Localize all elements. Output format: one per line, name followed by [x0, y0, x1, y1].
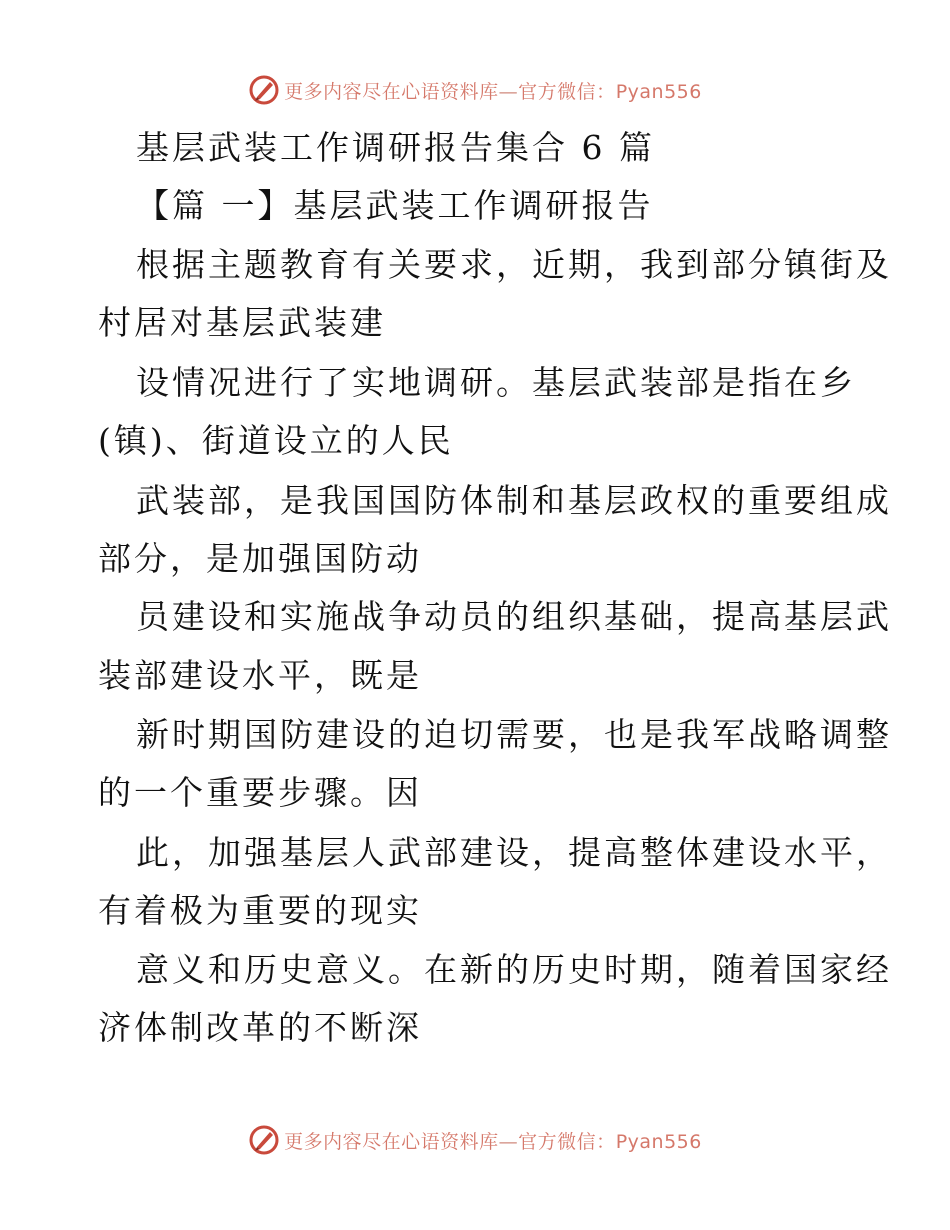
paragraph-line: 装部建设水平，既是: [98, 656, 422, 695]
paragraph-line: 部分，是加强国防动: [98, 539, 422, 578]
header-banner-text: [284, 77, 702, 104]
footer-site-name: 更多内容尽在心语资料库: [284, 1130, 499, 1153]
paragraph-line: 员建设和实施战争动员的组织基础，提高基层武: [136, 597, 892, 636]
footer-wechat-label: 官方微信：: [518, 1130, 616, 1153]
footer-banner-text: [284, 1127, 702, 1154]
header-dash: —: [498, 80, 519, 103]
paragraph-line: 新时期国防建设的迫切需要，也是我军战略调整: [136, 715, 892, 754]
paragraph-line: 济体制改革的不断深: [98, 1008, 422, 1047]
quill-logo-icon: [248, 1124, 280, 1156]
paragraph-line: 有着极为重要的现实: [98, 891, 422, 930]
paragraph-line: 设情况进行了实地调研。基层武装部是指在乡: [136, 363, 856, 402]
footer-dash: —: [498, 1130, 519, 1153]
paragraph-line: 此，加强基层人武部建设，提高整体建设水平，: [136, 833, 892, 872]
header-wechat-id: Pyan556: [615, 80, 702, 103]
footer-wechat-id: Pyan556: [615, 1130, 702, 1153]
paragraph-line: 的一个重要步骤。因: [98, 773, 422, 812]
quill-logo-icon: [248, 74, 280, 106]
paragraph-line: (镇)、街道设立的人民: [98, 421, 454, 460]
paragraph-line: 村居对基层武装建: [98, 303, 386, 342]
paragraph-line: 根据主题教育有关要求，近期，我到部分镇街及: [136, 245, 892, 284]
document-title: 基层武装工作调研报告集合 6 篇: [136, 128, 655, 167]
section-heading: 【篇 一】基层武装工作调研报告: [136, 186, 654, 225]
paragraph-line: 武装部，是我国国防体制和基层政权的重要组成: [136, 481, 892, 520]
paragraph-line: 意义和历史意义。在新的历史时期，随着国家经: [136, 950, 892, 989]
footer-banner: [0, 1120, 950, 1160]
header-banner: [0, 70, 950, 110]
header-wechat-label: 官方微信：: [518, 80, 616, 103]
header-site-name: 更多内容尽在心语资料库: [284, 80, 499, 103]
